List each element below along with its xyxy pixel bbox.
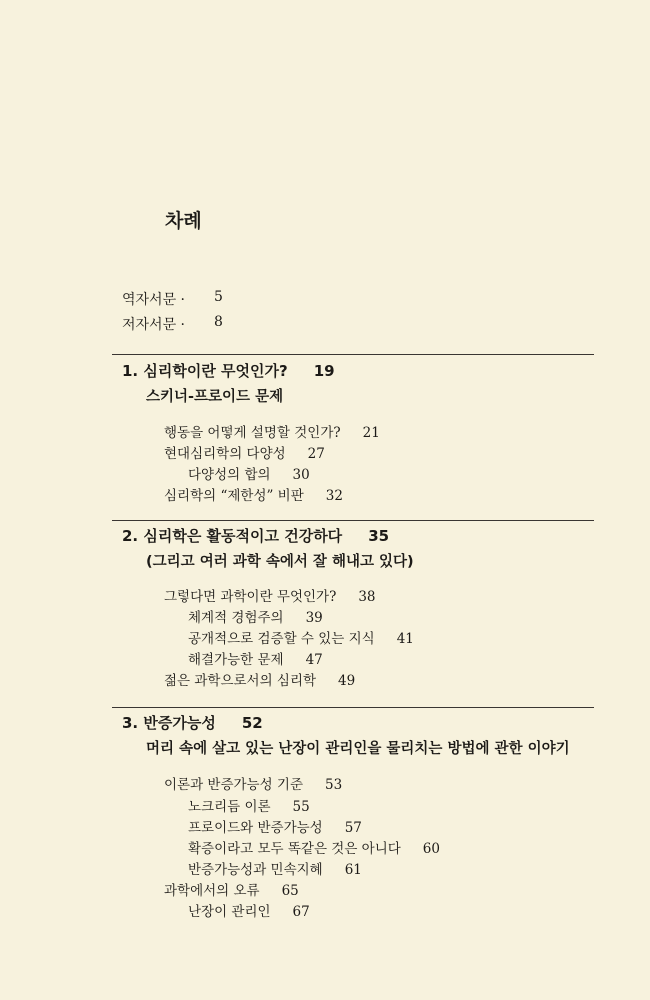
toc-entry-page: 41 xyxy=(396,631,414,647)
toc-entry xyxy=(164,442,325,462)
front-matter-label: 저자서문 · xyxy=(122,317,185,333)
toc-entry-page: 57 xyxy=(344,820,362,836)
toc-entry xyxy=(164,585,376,605)
page-title: 차례 xyxy=(165,210,202,232)
toc-entry-page: 39 xyxy=(305,610,323,626)
toc-entry-label: 난장이 관리인 xyxy=(188,904,271,920)
toc-entry xyxy=(188,648,323,668)
toc-entry-page: 30 xyxy=(292,467,310,483)
chapter-title: 1. 심리학이란 무엇인가? xyxy=(122,362,288,380)
front-matter-item xyxy=(122,314,223,334)
toc-entry xyxy=(164,421,380,441)
chapter-divider xyxy=(112,520,594,521)
toc-entry-page: 47 xyxy=(305,652,323,668)
front-matter-label: 역자서문 · xyxy=(122,292,185,308)
toc-entry-page: 55 xyxy=(292,799,310,815)
toc-entry xyxy=(188,858,362,878)
toc-entry xyxy=(188,606,323,626)
toc-entry-label: 그렇다면 과학이란 무엇인가? xyxy=(164,589,337,605)
chapter-subtitle: 스키너-프로이드 문제 xyxy=(146,389,284,405)
toc-entry xyxy=(188,900,310,920)
toc-entry xyxy=(188,463,310,483)
toc-entry-label: 젊은 과학으로서의 심리학 xyxy=(164,673,317,689)
chapter-subtitle: 머리 속에 살고 있는 난장이 관리인을 물리치는 방법에 관한 이야기 xyxy=(146,741,570,757)
chapter-title: 2. 심리학은 활동적이고 건강하다 xyxy=(122,527,343,545)
chapter-page: 52 xyxy=(241,714,263,732)
toc-entry xyxy=(164,773,342,793)
toc-entry-label: 현대심리학의 다양성 xyxy=(164,446,286,462)
front-matter-page: 5 xyxy=(214,289,223,305)
toc-entry-label: 반증가능성과 민속지혜 xyxy=(188,862,323,878)
toc-entry xyxy=(164,484,343,504)
toc-entry-page: 32 xyxy=(325,488,343,504)
toc-entry-page: 65 xyxy=(281,883,299,899)
toc-entry-page: 53 xyxy=(325,777,343,793)
chapter-page: 19 xyxy=(313,362,335,380)
chapter-heading xyxy=(122,360,335,381)
chapter-heading xyxy=(122,712,263,733)
toc-entry-label: 공개적으로 검증할 수 있는 지식 xyxy=(188,631,375,647)
toc-entry-page: 60 xyxy=(422,841,440,857)
toc-entry-page: 61 xyxy=(344,862,362,878)
toc-entry-label: 과학에서의 오류 xyxy=(164,883,260,899)
toc-entry xyxy=(188,795,310,815)
toc-entry xyxy=(188,627,414,647)
toc-entry-label: 해결가능한 문제 xyxy=(188,652,284,668)
toc-entry-label: 체계적 경험주의 xyxy=(188,610,284,626)
toc-entry-page: 49 xyxy=(338,673,356,689)
toc-entry-label: 노크리듬 이론 xyxy=(188,799,271,815)
toc-entry-page: 27 xyxy=(307,446,325,462)
toc-entry xyxy=(188,816,362,836)
toc-entry-label: 심리학의 “제한성” 비판 xyxy=(164,488,304,504)
front-matter-page: 8 xyxy=(214,314,223,330)
front-matter-item xyxy=(122,289,223,309)
chapter-divider xyxy=(112,707,594,708)
toc-entry-page: 21 xyxy=(362,425,380,441)
chapter-divider xyxy=(112,354,594,355)
chapter-subtitle: (그리고 여러 과학 속에서 잘 해내고 있다) xyxy=(146,554,414,570)
toc-entry-page: 38 xyxy=(358,589,376,605)
toc-entry-label: 다양성의 합의 xyxy=(188,467,271,483)
toc-entry-label: 이론과 반증가능성 기준 xyxy=(164,777,303,793)
chapter-heading xyxy=(122,525,389,546)
chapter-page: 35 xyxy=(368,527,390,545)
toc-entry xyxy=(188,837,440,857)
toc-entry-label: 확증이라고 모두 똑같은 것은 아니다 xyxy=(188,841,401,857)
toc-entry-label: 행동을 어떻게 설명할 것인가? xyxy=(164,425,341,441)
toc-entry xyxy=(164,669,355,689)
toc-entry-label: 프로이드와 반증가능성 xyxy=(188,820,323,836)
toc-entry xyxy=(164,879,299,899)
toc-entry-page: 67 xyxy=(292,904,310,920)
chapter-title: 3. 반증가능성 xyxy=(122,714,216,732)
